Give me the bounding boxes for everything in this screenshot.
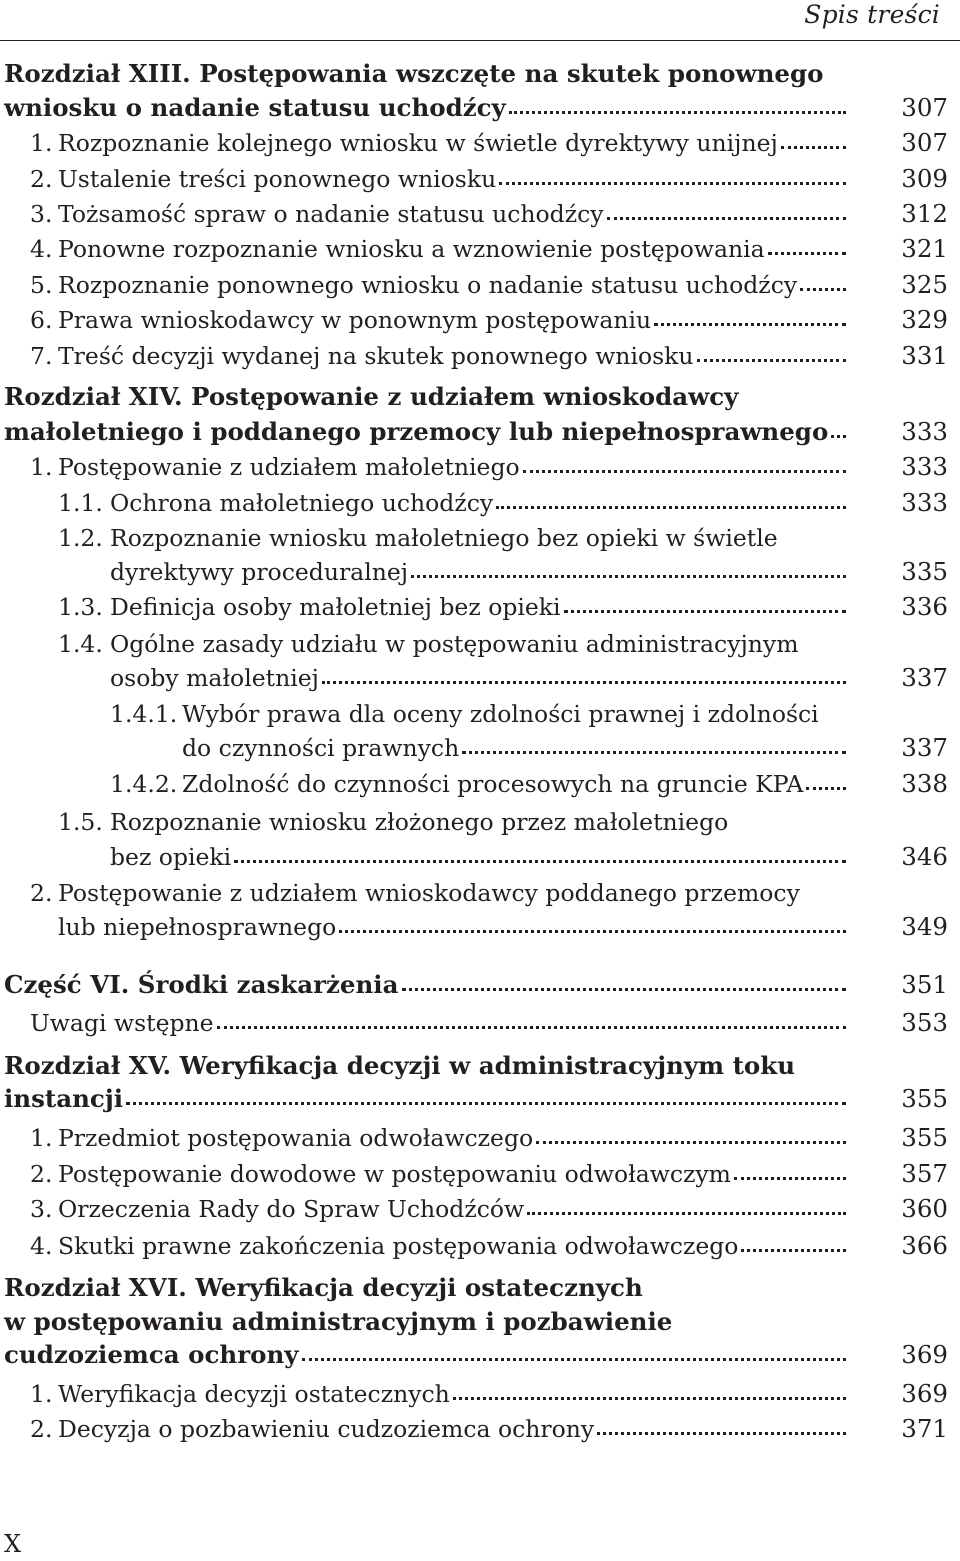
toc-entry-number: 1.5. (58, 808, 103, 836)
dot-leader (496, 506, 846, 509)
toc-entry-page: 346 (901, 842, 948, 871)
dot-leader (234, 860, 846, 863)
toc-entry (4, 968, 960, 1002)
header-title: Spis treści (804, 0, 940, 29)
toc-entry (4, 415, 960, 449)
dot-leader (126, 1102, 846, 1105)
toc-entry (4, 1049, 960, 1083)
toc-entry-number: 3. (30, 200, 53, 228)
toc-entry-title: Ogólne zasady udziału w postępowaniu administracyjnym (110, 630, 799, 658)
toc-entry-number: 2. (30, 1160, 53, 1188)
toc-entry-number: 1.4.1. (110, 700, 178, 728)
dot-leader (800, 288, 846, 291)
toc-entry-page: 307 (901, 128, 948, 157)
toc-entry (4, 1271, 960, 1305)
toc-entry (4, 1082, 960, 1116)
dot-leader (831, 435, 846, 438)
toc-entry (30, 339, 960, 373)
toc-entry (30, 1121, 960, 1155)
toc-entry-title: Rozpoznanie kolejnego wniosku w świetle dyrektywy unijnej (58, 129, 778, 157)
toc-entry-title: instancji (4, 1084, 124, 1113)
toc-entry-title: małoletniego i poddanego przemocy lub niepełnosprawnego (4, 417, 829, 446)
dot-leader (302, 1358, 846, 1361)
dot-leader (453, 1397, 846, 1400)
toc-entry-page: 357 (901, 1159, 948, 1188)
dot-leader (768, 252, 846, 255)
toc-entry-title: wniosku o nadanie statusu uchodźcy (4, 93, 506, 122)
dot-leader (217, 1026, 846, 1029)
toc-entry-title: Weryfikacja decyzji ostatecznych (58, 1380, 450, 1408)
toc-entry-number: 1.2. (58, 524, 103, 552)
toc-entry (30, 1412, 960, 1446)
toc-entry-number: 1.1. (58, 489, 103, 517)
dot-leader (697, 359, 846, 362)
toc-entry-page: 351 (901, 970, 948, 999)
toc-entry-page: 325 (901, 270, 948, 299)
dot-leader (411, 575, 846, 578)
toc-entry-number: 4. (30, 235, 53, 263)
toc-entry-title: Ustalenie treści ponownego wniosku (58, 165, 497, 193)
toc-entry-page: 333 (901, 417, 948, 446)
toc-entry-page: 312 (901, 199, 948, 228)
toc-entry-number: 2. (30, 165, 53, 193)
toc-entry-page: 337 (901, 663, 948, 692)
dot-leader (597, 1432, 846, 1435)
dot-leader (607, 217, 846, 220)
dot-leader (527, 1212, 846, 1215)
toc-entry-title: Orzeczenia Rady do Spraw Uchodźców (58, 1195, 525, 1223)
toc-entry-page: 333 (901, 452, 948, 481)
toc-entry-number: 1. (30, 1380, 53, 1408)
page-number: X (4, 1530, 22, 1558)
toc-entry-title: cudzoziemca ochrony (4, 1340, 299, 1369)
toc-entry-title: Postępowanie z udziałem małoletniego (58, 453, 520, 481)
toc-entry-title: Rozdział XVI. Weryfikacja decyzji ostatecznych (4, 1273, 643, 1302)
toc-entry (4, 91, 960, 125)
toc-entry-title: Skutki prawne zakończenia postępowania odwoławczego (58, 1232, 739, 1260)
dot-leader (402, 988, 847, 991)
toc-entry-page: 369 (901, 1379, 948, 1408)
toc-entry-title: dyrektywy proceduralnej (110, 558, 409, 586)
toc-entry-title: do czynności prawnych (182, 734, 460, 762)
dot-leader (654, 323, 846, 326)
toc-entry-title: Ponowne rozpoznanie wniosku a wznowienie postępowania (58, 235, 765, 263)
toc-entry (4, 380, 960, 414)
toc-entry-number: 1. (30, 1124, 53, 1152)
dot-leader (499, 182, 846, 185)
toc-entry-number: 5. (30, 271, 53, 299)
toc-entry-title: osoby małoletniej (110, 664, 319, 692)
toc-entry (58, 486, 960, 520)
toc-entry (110, 555, 960, 589)
toc-entry-title: Rozpoznanie wniosku małoletniego bez opieki w świetle (110, 524, 778, 552)
toc-entry (58, 627, 960, 661)
toc-entry-number: 2. (30, 1415, 53, 1443)
toc-entry-title: Rozpoznanie wniosku złożonego przez małoletniego (110, 808, 729, 836)
toc-entry (30, 1006, 960, 1040)
toc-entry-page: 321 (901, 234, 948, 263)
toc-entry (4, 1338, 960, 1372)
toc-entry (4, 1305, 960, 1339)
toc-entry-number: 1.4. (58, 630, 103, 658)
toc-entry (30, 268, 960, 302)
toc-entry-title: Przedmiot postępowania odwoławczego (58, 1124, 534, 1152)
toc-entry-page: 353 (901, 1008, 948, 1037)
toc-entry (58, 590, 960, 624)
toc-entry-page: 355 (901, 1084, 948, 1113)
running-header (0, 0, 960, 41)
toc-entry (30, 1192, 960, 1226)
toc-entry-page: 337 (901, 733, 948, 762)
dot-leader (462, 751, 846, 754)
toc-entry (110, 661, 960, 695)
dot-leader (523, 470, 846, 473)
toc-entry-title: Decyzja o pozbawieniu cudzoziemca ochrony (58, 1415, 595, 1443)
toc-entry-page: 369 (901, 1340, 948, 1369)
dot-leader (781, 146, 846, 149)
toc-entry-title: Tożsamość spraw o nadanie statusu uchodźcy (58, 200, 604, 228)
toc-entry (30, 197, 960, 231)
toc-entry (30, 303, 960, 337)
toc-entry-title: Treść decyzji wydanej na skutek ponownego wniosku (58, 342, 694, 370)
toc-entry (110, 840, 960, 874)
toc-entry-number: 7. (30, 342, 53, 370)
toc-entry-page: 336 (901, 592, 948, 621)
toc-entry (110, 767, 960, 801)
toc-entry-title: Definicja osoby małoletniej bez opieki (110, 593, 561, 621)
toc-entry (30, 876, 960, 910)
dot-leader (734, 1177, 846, 1180)
toc-entry (30, 450, 960, 484)
toc-entry (58, 910, 960, 944)
toc-entry-title: Uwagi wstępne (30, 1009, 214, 1037)
toc-entry-title: Rozdział XIII. Postępowania wszczęte na skutek ponownego (4, 59, 824, 88)
toc-entry (30, 126, 960, 160)
toc-entry-number: 1.3. (58, 593, 103, 621)
dot-leader (564, 610, 846, 613)
toc-entry-number: 3. (30, 1195, 53, 1223)
dot-leader (536, 1141, 846, 1144)
toc-entry-number: 2. (30, 879, 53, 907)
toc-entry-title: Rozdział XIV. Postępowanie z udziałem wnioskodawcy (4, 382, 739, 411)
toc-entry-page: 371 (901, 1414, 948, 1443)
toc-entry-page: 335 (901, 557, 948, 586)
toc-entry-title: Prawa wnioskodawcy w ponownym postępowaniu (58, 306, 652, 334)
toc-entry-title: lub niepełnosprawnego (58, 913, 337, 941)
toc-entry (30, 1157, 960, 1191)
toc-entry (182, 731, 960, 765)
toc-entry (30, 1377, 960, 1411)
toc-entry-page: 333 (901, 488, 948, 517)
toc-entry-title: bez opieki (110, 843, 232, 871)
toc-entry-title: Rozdział XV. Weryfikacja decyzji w administracyjnym toku (4, 1051, 796, 1080)
toc-entry-title: Postępowanie dowodowe w postępowaniu odwoławczym (58, 1160, 731, 1188)
toc-entry-title: w postępowaniu administracyjnym i pozbawienie (4, 1307, 673, 1336)
dot-leader (509, 111, 846, 114)
toc-entry-title: Wybór prawa dla oceny zdolności prawnej i zdolności (182, 700, 819, 728)
toc-entry (30, 232, 960, 266)
toc-entry-number: 4. (30, 1232, 53, 1260)
dot-leader (339, 930, 846, 933)
toc-entry (58, 521, 960, 555)
dot-leader (322, 681, 846, 684)
toc-entry-page: 331 (901, 341, 948, 370)
toc-entry-page: 355 (901, 1123, 948, 1152)
toc-entry-title: Część VI. Środki zaskarżenia (4, 970, 399, 999)
toc-entry-number: 1.4.2. (110, 770, 178, 798)
toc-entry-page: 360 (901, 1194, 948, 1223)
toc-entry (110, 697, 960, 731)
toc-entry-number: 1. (30, 129, 53, 157)
toc-entry-page: 309 (901, 164, 948, 193)
toc-entry-page: 338 (901, 769, 948, 798)
toc-entry-title: Zdolność do czynności procesowych na gruncie KPA (182, 770, 804, 798)
toc-entry-number: 6. (30, 306, 53, 334)
toc-entry-number: 1. (30, 453, 53, 481)
toc-entry-page: 349 (901, 912, 948, 941)
toc-entry (58, 805, 960, 839)
dot-leader (741, 1249, 846, 1252)
dot-leader (806, 787, 846, 790)
toc-entry-page: 307 (901, 93, 948, 122)
toc-entry-title: Ochrona małoletniego uchodźcy (110, 489, 494, 517)
toc-entry (30, 1229, 960, 1263)
toc-entry (4, 57, 960, 91)
toc-entry (30, 162, 960, 196)
toc-entry-title: Rozpoznanie ponownego wniosku o nadanie statusu uchodźcy (58, 271, 798, 299)
toc-entry-title: Postępowanie z udziałem wnioskodawcy poddanego przemocy (58, 879, 800, 907)
toc-entry-page: 329 (901, 305, 948, 334)
toc-entry-page: 366 (901, 1231, 948, 1260)
